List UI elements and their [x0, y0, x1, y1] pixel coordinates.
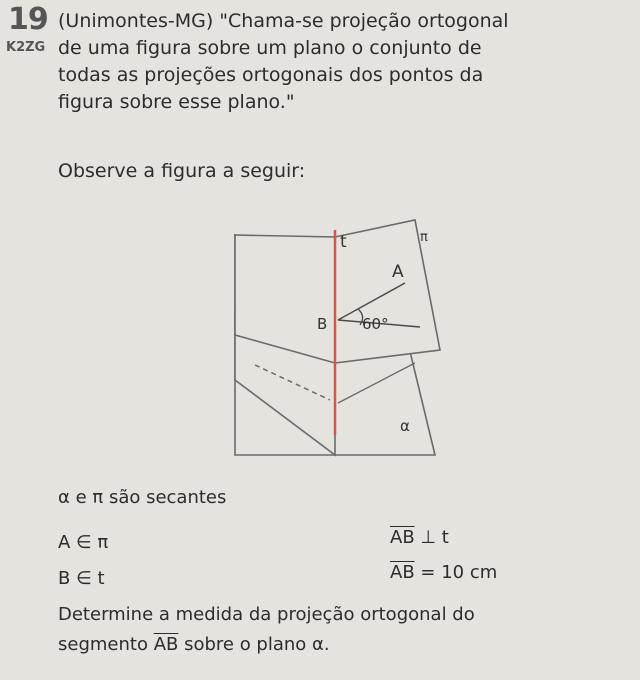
segment-ab-label: $\overline{AB}$	[390, 527, 415, 548]
given-ab-length: $\overline{AB} = 10$ cm	[390, 562, 498, 583]
intersection-line	[338, 363, 415, 403]
prompt-line-2: segmento $\overline{AB}$ sobre o plano α.	[58, 634, 330, 655]
label-a: A	[392, 262, 404, 282]
intro-line-3: todas as projeções ortogonais dos pontos da	[58, 64, 484, 86]
observe-text: Observe a figura a seguir:	[58, 160, 306, 182]
intro-line-1: (Unimontes-MG) "Chama-se projeção ortogonal	[58, 10, 509, 32]
label-angle: 60°	[362, 315, 389, 333]
intro-line-4: figura sobre esse plano."	[58, 91, 295, 113]
given-secantes: α e π são secantes	[58, 487, 227, 508]
label-pi: π	[420, 230, 428, 245]
question-number: 19	[8, 2, 48, 37]
segment-ab-label: $\overline{AB}$	[153, 634, 179, 655]
given-b-in-t: B ∈ t	[58, 568, 105, 589]
label-alpha: α	[400, 417, 410, 435]
question-intro	[58, 8, 638, 116]
planes-figure	[220, 215, 450, 465]
question-code: K2ZG	[6, 40, 46, 55]
label-t: t	[340, 232, 347, 252]
intro-line-2: de uma figura sobre um plano o conjunto de	[58, 37, 482, 59]
given-a-in-pi: A ∈ π	[58, 532, 109, 553]
question-prompt	[58, 600, 638, 660]
question-source: (Unimontes-MG)	[58, 10, 214, 32]
prompt-line-1: Determine a medida da projeção ortogonal do	[58, 604, 475, 625]
given-ab-perp-t: $\overline{AB}$ ⊥ t	[390, 527, 449, 548]
segment-ab-label: $\overline{AB}$	[390, 562, 415, 583]
label-b: B	[317, 315, 328, 333]
